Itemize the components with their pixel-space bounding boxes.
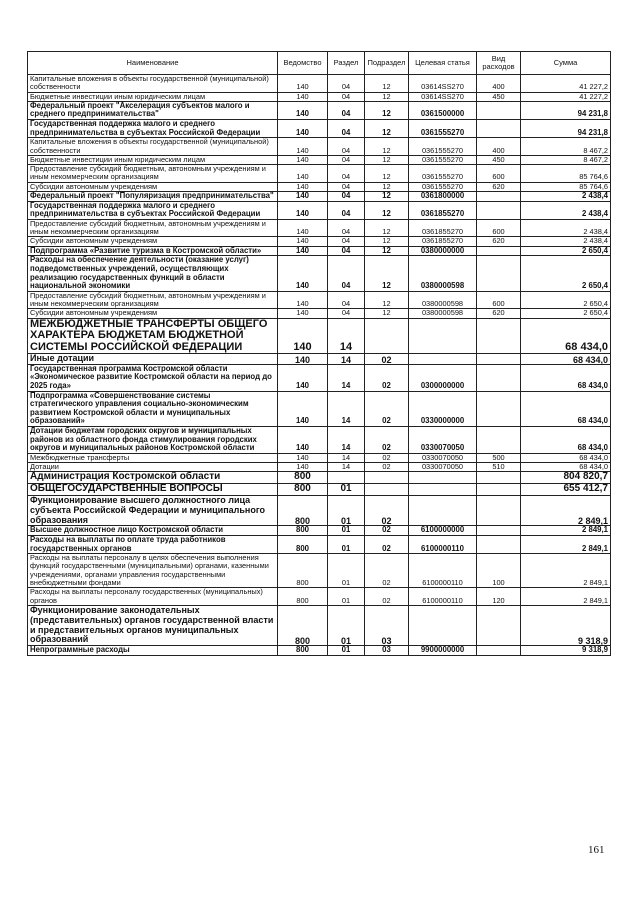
row-dept: 140 <box>278 256 328 291</box>
row-dept: 800 <box>278 588 328 606</box>
row-exptype: 510 <box>477 463 521 472</box>
row-name: Государственная поддержка малого и среднего предпринимательства в субъектах Российской Федерации <box>28 120 278 138</box>
row-sum: 2 849,1 <box>521 535 611 553</box>
row-target: 6100000110 <box>409 588 477 606</box>
row-sum: 2 650,4 <box>521 246 611 256</box>
row-dept: 800 <box>278 535 328 553</box>
row-target: 0361855270 <box>409 219 477 237</box>
table-row <box>28 256 611 291</box>
row-name: Администрация Костромской области <box>28 472 278 484</box>
row-name: Расходы на обеспечение деятельности (оказание услуг) подведомственных учреждений, осуществляющих реализацию государственных функций в области национальной экономики <box>28 256 278 291</box>
table-row <box>28 192 611 202</box>
row-subsection: 02 <box>365 463 409 472</box>
row-name: Федеральный проект "Популяризация предпринимательства" <box>28 192 278 202</box>
row-subsection: 12 <box>365 219 409 237</box>
row-dept: 800 <box>278 484 328 496</box>
row-subsection: 12 <box>365 120 409 138</box>
row-exptype <box>477 472 521 484</box>
row-sum: 2 849,1 <box>521 554 611 588</box>
row-name: Расходы на выплаты персоналу государственных (муниципальных) органов <box>28 588 278 606</box>
row-section: 04 <box>328 182 365 191</box>
row-sum: 85 764,6 <box>521 182 611 191</box>
row-name: Федеральный проект "Акселерация субъектов малого и среднего предпринимательства" <box>28 101 278 119</box>
row-exptype: 600 <box>477 165 521 183</box>
row-subsection: 02 <box>365 391 409 426</box>
row-sum: 68 434,0 <box>521 318 611 354</box>
row-exptype <box>477 605 521 645</box>
header-exptype: Вид расходов <box>477 52 521 75</box>
row-name: Государственная программа Костромской области «Экономическое развитие Костромской области на период до 2025 года» <box>28 364 278 391</box>
row-target: 6100000110 <box>409 554 477 588</box>
row-section: 04 <box>328 219 365 237</box>
row-dept: 140 <box>278 463 328 472</box>
row-exptype: 450 <box>477 155 521 164</box>
row-sum: 68 434,0 <box>521 463 611 472</box>
row-section: 01 <box>328 526 365 536</box>
table-row <box>28 309 611 318</box>
row-name: Расходы на выплаты по оплате труда работников государственных органов <box>28 535 278 553</box>
row-target: 0361555270 <box>409 120 477 138</box>
row-dept: 140 <box>278 391 328 426</box>
row-sum: 94 231,8 <box>521 120 611 138</box>
table-row <box>28 138 611 156</box>
row-dept: 140 <box>278 453 328 462</box>
row-name: Подпрограмма «Совершенствование системы стратегического управления социально-экономическим развитием Костромской области и муниципальных образований» <box>28 391 278 426</box>
row-sum: 655 412,7 <box>521 484 611 496</box>
row-dept: 140 <box>278 182 328 191</box>
row-dept: 800 <box>278 526 328 536</box>
row-name: Государственная поддержка малого и среднего предпринимательства в субъектах Российской Федерации <box>28 201 278 219</box>
row-target: 0380000598 <box>409 309 477 318</box>
row-dept: 140 <box>278 92 328 101</box>
row-dept: 800 <box>278 646 328 656</box>
row-target <box>409 484 477 496</box>
row-section: 04 <box>328 246 365 256</box>
row-target: 0361555270 <box>409 165 477 183</box>
table-row <box>28 120 611 138</box>
row-name: Субсидии автономным учреждениям <box>28 182 278 191</box>
table-row <box>28 646 611 656</box>
row-target: 0361555270 <box>409 138 477 156</box>
row-section: 01 <box>328 605 365 645</box>
row-sum: 8 467,2 <box>521 155 611 164</box>
row-sum: 2 438,4 <box>521 201 611 219</box>
table-row <box>28 605 611 645</box>
row-section: 04 <box>328 120 365 138</box>
row-subsection: 12 <box>365 291 409 309</box>
table-row <box>28 92 611 101</box>
row-sum: 804 820,7 <box>521 472 611 484</box>
row-subsection: 02 <box>365 554 409 588</box>
row-name: Субсидии автономным учреждениям <box>28 237 278 246</box>
row-name: Дотации бюджетам городских округов и муниципальных районов из областного фонда стимулирования городских округов и муниципальных районов Костромской области <box>28 427 278 454</box>
row-target: 0361855270 <box>409 237 477 246</box>
row-name: Функционирование законодательных (представительных) органов государственной власти и представительных органов муниципальных образований <box>28 605 278 645</box>
row-section: 14 <box>328 453 365 462</box>
row-name: Бюджетные инвестиции иным юридическим лицам <box>28 92 278 101</box>
row-dept: 140 <box>278 165 328 183</box>
row-section: 14 <box>328 463 365 472</box>
row-exptype <box>477 646 521 656</box>
table-row <box>28 588 611 606</box>
row-exptype <box>477 526 521 536</box>
row-name: Непрограммные расходы <box>28 646 278 656</box>
row-subsection: 12 <box>365 101 409 119</box>
row-name: Межбюджетные трансферты <box>28 453 278 462</box>
row-section: 04 <box>328 309 365 318</box>
row-sum: 2 438,4 <box>521 219 611 237</box>
row-subsection: 02 <box>365 535 409 553</box>
row-subsection: 12 <box>365 246 409 256</box>
row-dept: 140 <box>278 427 328 454</box>
row-name: Предоставление субсидий бюджетным, автономным учреждениям и иным некоммерческим организациям <box>28 291 278 309</box>
row-dept: 800 <box>278 472 328 484</box>
row-subsection: 02 <box>365 526 409 536</box>
row-target: 0361800000 <box>409 192 477 202</box>
row-target: 0380000598 <box>409 291 477 309</box>
table-row <box>28 554 611 588</box>
row-section: 04 <box>328 101 365 119</box>
row-exptype: 600 <box>477 219 521 237</box>
row-dept: 140 <box>278 192 328 202</box>
row-target: 03614SS270 <box>409 75 477 93</box>
row-exptype <box>477 427 521 454</box>
row-section: 14 <box>328 354 365 365</box>
row-sum: 2 438,4 <box>521 192 611 202</box>
row-subsection: 12 <box>365 92 409 101</box>
row-exptype: 620 <box>477 182 521 191</box>
row-target: 0361555270 <box>409 182 477 191</box>
row-exptype <box>477 246 521 256</box>
row-subsection: 02 <box>365 588 409 606</box>
row-sum: 2 650,4 <box>521 291 611 309</box>
row-target: 0380000598 <box>409 256 477 291</box>
page-number: 161 <box>588 844 605 856</box>
table-row <box>28 219 611 237</box>
row-exptype <box>477 364 521 391</box>
header-target: Целевая статья <box>409 52 477 75</box>
row-section: 04 <box>328 165 365 183</box>
row-target: 0361855270 <box>409 201 477 219</box>
row-sum: 68 434,0 <box>521 354 611 365</box>
row-subsection: 12 <box>365 237 409 246</box>
row-section: 01 <box>328 554 365 588</box>
row-name: ОБЩЕГОСУДАРСТВЕННЫЕ ВОПРОСЫ <box>28 484 278 496</box>
row-subsection: 12 <box>365 256 409 291</box>
row-exptype <box>477 101 521 119</box>
row-subsection: 03 <box>365 605 409 645</box>
row-dept: 140 <box>278 309 328 318</box>
row-section: 14 <box>328 391 365 426</box>
row-sum: 2 650,4 <box>521 309 611 318</box>
row-section: 01 <box>328 646 365 656</box>
row-exptype: 100 <box>477 554 521 588</box>
row-target: 6100000000 <box>409 526 477 536</box>
row-subsection: 12 <box>365 309 409 318</box>
row-dept: 140 <box>278 219 328 237</box>
row-dept: 140 <box>278 201 328 219</box>
header-subsection: Подраздел <box>365 52 409 75</box>
row-sum: 41 227,2 <box>521 92 611 101</box>
row-sum: 68 434,0 <box>521 364 611 391</box>
table-row <box>28 427 611 454</box>
row-exptype <box>477 484 521 496</box>
row-exptype <box>477 192 521 202</box>
table-row <box>28 354 611 365</box>
row-section: 14 <box>328 427 365 454</box>
row-subsection <box>365 318 409 354</box>
row-sum: 41 227,2 <box>521 75 611 93</box>
table-row <box>28 484 611 496</box>
row-name: Высшее должностное лицо Костромской области <box>28 526 278 536</box>
table-row <box>28 453 611 462</box>
row-subsection: 02 <box>365 427 409 454</box>
row-section: 04 <box>328 138 365 156</box>
row-section: 04 <box>328 75 365 93</box>
row-exptype: 600 <box>477 291 521 309</box>
budget-table <box>27 51 611 656</box>
header-section: Раздел <box>328 52 365 75</box>
row-exptype <box>477 496 521 526</box>
row-sum: 2 849,1 <box>521 588 611 606</box>
row-dept: 140 <box>278 246 328 256</box>
row-exptype <box>477 535 521 553</box>
row-section: 01 <box>328 588 365 606</box>
row-subsection: 12 <box>365 165 409 183</box>
row-dept: 140 <box>278 364 328 391</box>
row-subsection: 03 <box>365 646 409 656</box>
row-section: 01 <box>328 496 365 526</box>
row-sum: 85 764,6 <box>521 165 611 183</box>
row-subsection: 12 <box>365 182 409 191</box>
row-section: 01 <box>328 535 365 553</box>
row-dept: 140 <box>278 155 328 164</box>
row-target <box>409 318 477 354</box>
row-target: 6100000110 <box>409 535 477 553</box>
row-sum: 2 849,1 <box>521 496 611 526</box>
row-sum: 2 849,1 <box>521 526 611 536</box>
row-exptype: 120 <box>477 588 521 606</box>
row-section: 04 <box>328 237 365 246</box>
row-exptype <box>477 120 521 138</box>
row-dept: 140 <box>278 101 328 119</box>
row-target <box>409 496 477 526</box>
row-dept: 140 <box>278 291 328 309</box>
row-name: Предоставление субсидий бюджетным, автономным учреждениям и иным некоммерческим организациям <box>28 165 278 183</box>
row-sum: 9 318,9 <box>521 646 611 656</box>
row-target: 0300000000 <box>409 364 477 391</box>
row-exptype: 500 <box>477 453 521 462</box>
header-sum: Сумма <box>521 52 611 75</box>
row-section: 04 <box>328 92 365 101</box>
row-sum: 94 231,8 <box>521 101 611 119</box>
table-row <box>28 496 611 526</box>
row-name: Иные дотации <box>28 354 278 365</box>
row-exptype: 400 <box>477 75 521 93</box>
row-section: 14 <box>328 318 365 354</box>
table-row <box>28 535 611 553</box>
row-subsection: 12 <box>365 155 409 164</box>
row-sum: 68 434,0 <box>521 427 611 454</box>
row-exptype: 620 <box>477 309 521 318</box>
row-target: 0361500000 <box>409 101 477 119</box>
row-section: 04 <box>328 256 365 291</box>
row-exptype: 400 <box>477 138 521 156</box>
row-name: Дотации <box>28 463 278 472</box>
row-target: 9900000000 <box>409 646 477 656</box>
row-sum: 68 434,0 <box>521 391 611 426</box>
table-row <box>28 318 611 354</box>
row-subsection: 12 <box>365 138 409 156</box>
row-subsection <box>365 472 409 484</box>
row-name: Функционирование высшего должностного лица субъекта Российской Федерации и муниципального образования <box>28 496 278 526</box>
row-name: МЕЖБЮДЖЕТНЫЕ ТРАНСФЕРТЫ ОБЩЕГО ХАРАКТЕРА БЮДЖЕТАМ БЮДЖЕТНОЙ СИСТЕМЫ РОССИЙСКОЙ ФЕДЕРАЦИИ <box>28 318 278 354</box>
row-section: 01 <box>328 484 365 496</box>
row-target: 0330070050 <box>409 427 477 454</box>
row-subsection: 02 <box>365 496 409 526</box>
row-subsection <box>365 484 409 496</box>
row-dept: 140 <box>278 75 328 93</box>
row-sum: 68 434,0 <box>521 453 611 462</box>
row-subsection: 02 <box>365 453 409 462</box>
row-dept: 800 <box>278 496 328 526</box>
row-target <box>409 472 477 484</box>
table-row <box>28 101 611 119</box>
table-row <box>28 391 611 426</box>
row-target: 0361555270 <box>409 155 477 164</box>
row-dept: 140 <box>278 120 328 138</box>
table-row <box>28 165 611 183</box>
row-dept: 140 <box>278 318 328 354</box>
table-row <box>28 364 611 391</box>
row-exptype: 450 <box>477 92 521 101</box>
row-target <box>409 605 477 645</box>
table-row <box>28 75 611 93</box>
row-target <box>409 354 477 365</box>
row-sum: 9 318,9 <box>521 605 611 645</box>
row-dept: 140 <box>278 138 328 156</box>
row-subsection: 12 <box>365 201 409 219</box>
row-name: Субсидии автономным учреждениям <box>28 309 278 318</box>
row-name: Капитальные вложения в объекты государственной (муниципальной) собственности <box>28 138 278 156</box>
row-target: 0330070050 <box>409 463 477 472</box>
header-dept: Ведомство <box>278 52 328 75</box>
row-section: 04 <box>328 201 365 219</box>
table-row <box>28 472 611 484</box>
table-row <box>28 291 611 309</box>
row-name: Бюджетные инвестиции иным юридическим лицам <box>28 155 278 164</box>
row-exptype: 620 <box>477 237 521 246</box>
row-section <box>328 472 365 484</box>
row-name: Расходы на выплаты персоналу в целях обеспечения выполнения функций государственными (муниципальными) органами, казенными учреждениями, органами управления государственными внебюджетными фондами <box>28 554 278 588</box>
row-section: 04 <box>328 192 365 202</box>
row-name: Предоставление субсидий бюджетным, автономным учреждениям и иным некоммерческим организациям <box>28 219 278 237</box>
row-section: 04 <box>328 291 365 309</box>
row-exptype <box>477 391 521 426</box>
row-name: Подпрограмма «Развитие туризма в Костромской области» <box>28 246 278 256</box>
row-dept: 140 <box>278 237 328 246</box>
row-sum: 2 438,4 <box>521 237 611 246</box>
row-dept: 140 <box>278 354 328 365</box>
row-sum: 2 650,4 <box>521 256 611 291</box>
row-exptype <box>477 201 521 219</box>
header-name: Наименование <box>28 52 278 75</box>
row-dept: 800 <box>278 554 328 588</box>
row-exptype <box>477 256 521 291</box>
row-target: 0330070050 <box>409 453 477 462</box>
row-section: 14 <box>328 364 365 391</box>
row-target: 03614SS270 <box>409 92 477 101</box>
row-dept: 800 <box>278 605 328 645</box>
table-header-row <box>28 52 611 75</box>
row-name: Капитальные вложения в объекты государственной (муниципальной) собственности <box>28 75 278 93</box>
row-subsection: 12 <box>365 192 409 202</box>
row-subsection: 02 <box>365 364 409 391</box>
row-target: 0330000000 <box>409 391 477 426</box>
table-row <box>28 201 611 219</box>
table-row <box>28 237 611 246</box>
row-exptype <box>477 354 521 365</box>
row-sum: 8 467,2 <box>521 138 611 156</box>
row-exptype <box>477 318 521 354</box>
row-subsection: 02 <box>365 354 409 365</box>
row-subsection: 12 <box>365 75 409 93</box>
row-target: 0380000000 <box>409 246 477 256</box>
row-section: 04 <box>328 155 365 164</box>
